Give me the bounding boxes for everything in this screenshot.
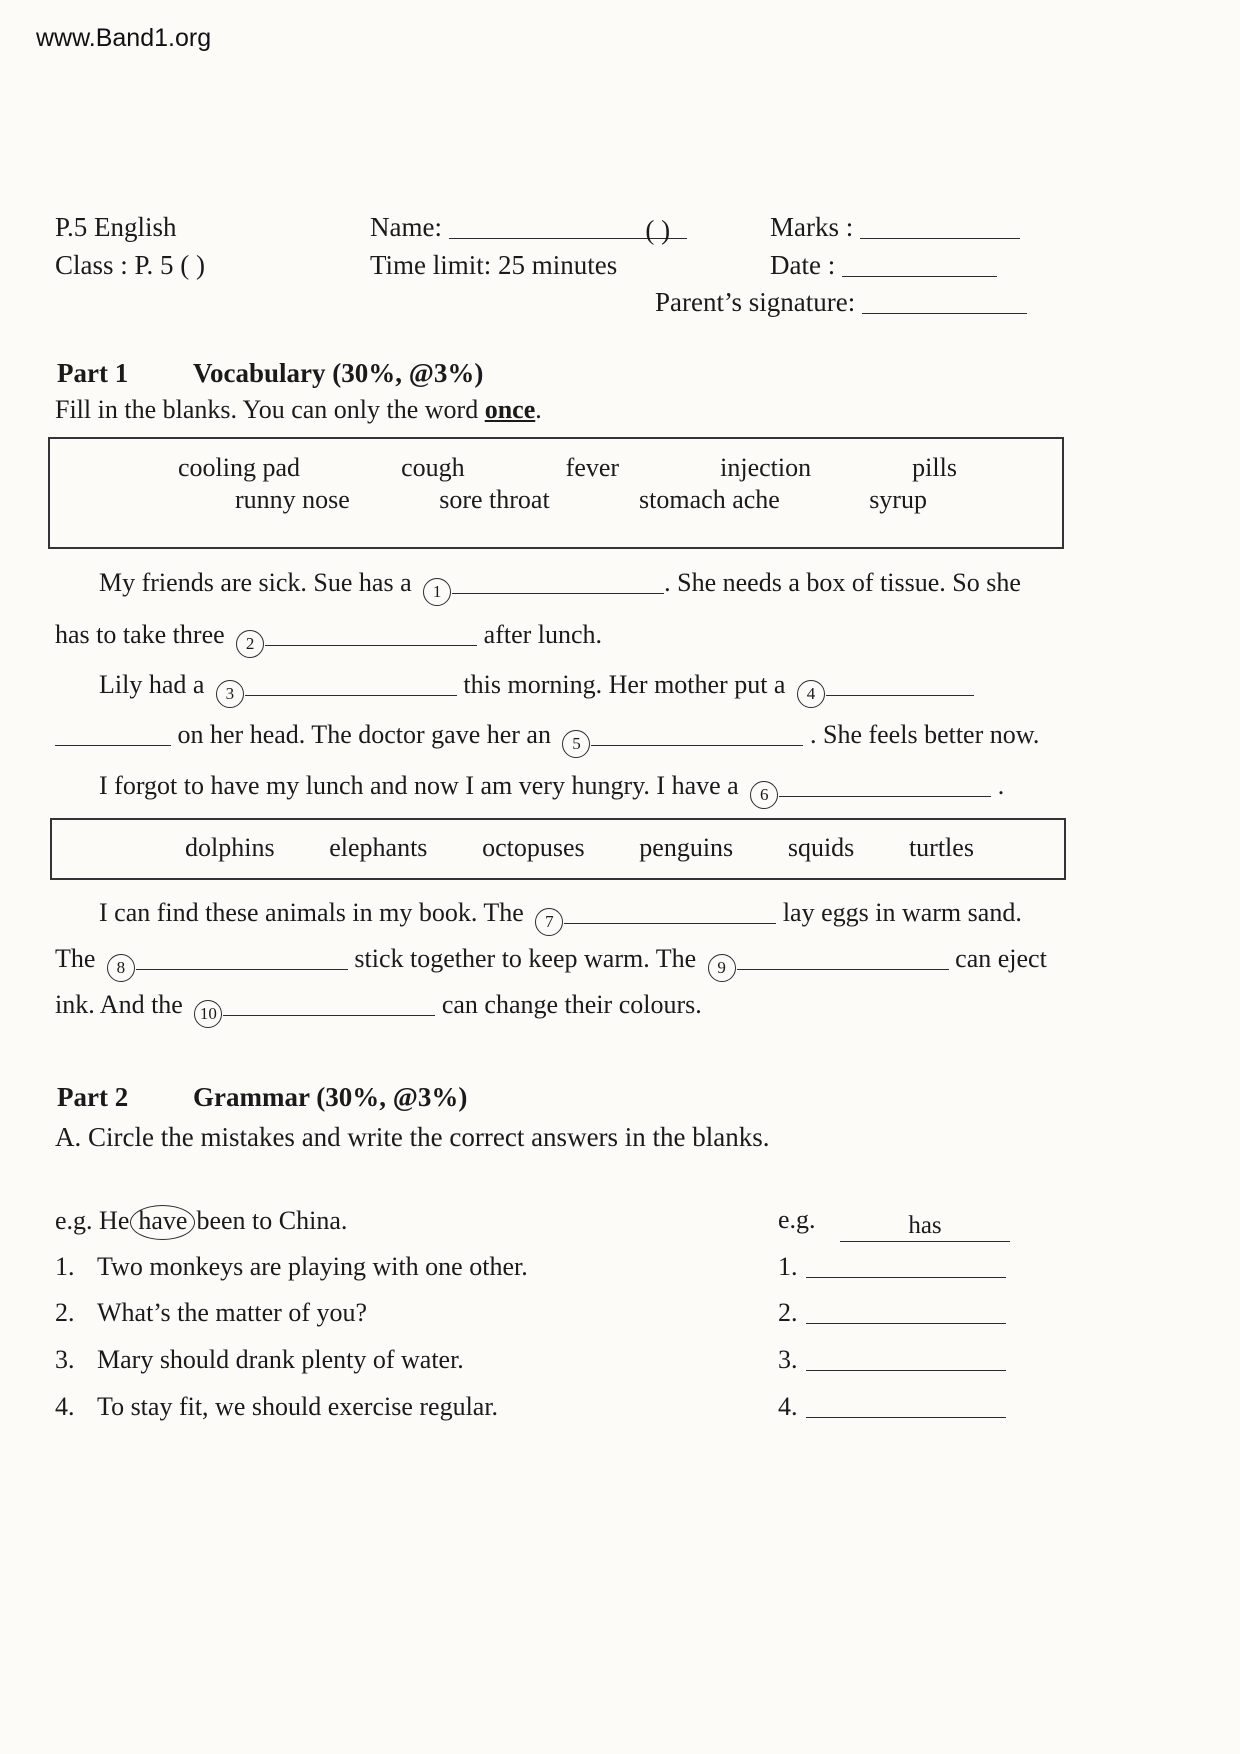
item-text: To stay fit, we should exercise regular. (97, 1392, 499, 1421)
part1-title: Vocabulary (30%, @3%) (193, 358, 484, 388)
answer-number: 3. (778, 1345, 798, 1374)
wordbox-health-row2 (50, 483, 1062, 515)
qnum-circle-2: 2 (236, 630, 264, 658)
q-line (55, 990, 702, 1028)
wordbox-health (48, 437, 1064, 549)
question-text: has to take three (55, 620, 232, 649)
question-text: lay eggs in warm sand. (776, 898, 1022, 927)
date-field (770, 250, 997, 281)
item-text: Two monkeys are playing with one other. (97, 1252, 528, 1281)
q-line (55, 620, 602, 658)
question-text: can change their colours. (435, 990, 702, 1019)
answer-blank-3 (806, 1347, 1006, 1371)
instruction-period: . (535, 395, 542, 424)
q-line (55, 670, 974, 708)
name-blank-line (449, 215, 629, 239)
answer-blank-2 (806, 1300, 1006, 1324)
qnum-circle-4: 4 (797, 680, 825, 708)
time-limit: Time limit: 25 minutes (370, 250, 618, 280)
qnum-circle-3: 3 (216, 680, 244, 708)
answer-number: 2. (778, 1298, 798, 1327)
qnum-circle-6: 6 (750, 781, 778, 809)
date-blank-line (842, 253, 997, 277)
item-number: 1. (55, 1252, 75, 1281)
question-text: The (55, 944, 102, 973)
q-line (55, 898, 1022, 936)
blank-6 (779, 773, 991, 797)
word: octopuses (482, 833, 585, 862)
name-field (370, 212, 687, 243)
blank-9 (737, 946, 949, 970)
word: cooling pad (178, 453, 301, 482)
word: syrup (869, 485, 927, 514)
blank-4a (826, 672, 974, 696)
word: squids (787, 833, 855, 862)
parent-signature-field (655, 287, 1027, 318)
question-text: . She feels better now. (803, 720, 1040, 749)
blank-3 (245, 672, 457, 696)
example-answer (778, 1205, 1010, 1242)
word: injection (720, 453, 812, 482)
question-text: I can find these animals in my book. The (99, 898, 531, 927)
marks-field (770, 212, 1020, 243)
instruction-text: Fill in the blanks. You can only the word (55, 395, 485, 424)
qnum-circle-9: 9 (708, 954, 736, 982)
marks-blank-line (860, 215, 1020, 239)
word: sore throat (439, 485, 550, 514)
part2-title: Grammar (30%, @3%) (193, 1082, 468, 1112)
word: turtles (908, 833, 974, 862)
part1-instruction (55, 395, 542, 425)
example-sentence (55, 1205, 347, 1240)
wordbox-health-row1 (50, 453, 1062, 483)
grammar-item (55, 1345, 464, 1375)
question-text: on her head. The doctor gave her an (171, 720, 558, 749)
blank-2 (265, 622, 477, 646)
answer-blank-4 (806, 1394, 1006, 1418)
qnum-circle-5: 5 (562, 730, 590, 758)
qnum-circle-10: 10 (194, 1000, 222, 1028)
qnum-circle-7: 7 (535, 908, 563, 936)
blank-1 (452, 570, 664, 594)
word: pills (912, 453, 957, 482)
question-text: this morning. Her mother put a (456, 670, 792, 699)
site-watermark: www.Band1.org (36, 24, 212, 52)
wordbox-animals-row (52, 820, 1064, 863)
name-paren: ( ) (629, 215, 687, 239)
question-text: . She needs a box of tissue. So she (664, 568, 1021, 597)
parent-signature-blank-line (862, 290, 1027, 314)
question-text: can eject (948, 944, 1047, 973)
part1-label: Part 1 (57, 358, 129, 388)
word: stomach ache (639, 485, 780, 514)
word: fever (565, 453, 620, 482)
q-line (55, 568, 1021, 606)
class-line: Class : P. 5 ( ) (55, 250, 206, 280)
grammar-item (55, 1252, 528, 1282)
item-number: 3. (55, 1345, 75, 1374)
part2-label: Part 2 (57, 1082, 129, 1112)
question-text: My friends are sick. Sue has a (99, 568, 419, 597)
instruction-keyword: once (484, 395, 536, 424)
subject-title: P.5 English (55, 212, 177, 242)
question-text: stick together to keep warm. The (347, 944, 703, 973)
blank-10 (223, 992, 435, 1016)
example-answer-blank: has (840, 1212, 1010, 1242)
question-text: Lily had a (99, 670, 211, 699)
answer-number: 4. (778, 1392, 798, 1421)
answer-number: 1. (778, 1252, 798, 1281)
marks-label: Marks : (770, 212, 854, 242)
item-number: 2. (55, 1298, 75, 1327)
q-line (55, 720, 1039, 758)
qnum-circle-8: 8 (107, 954, 135, 982)
name-label: Name: (370, 212, 442, 242)
example-prefix: e.g. He (55, 1206, 130, 1235)
q-line (55, 771, 1004, 809)
word: elephants (329, 833, 428, 862)
grammar-item (55, 1392, 498, 1422)
date-label: Date : (770, 250, 836, 280)
grammar-answer (778, 1345, 1006, 1375)
word: dolphins (185, 833, 275, 862)
item-text: Mary should drank plenty of water. (97, 1345, 464, 1374)
grammar-answer (778, 1252, 1006, 1282)
word: runny nose (235, 485, 350, 514)
circled-mistake-word: have (130, 1205, 195, 1240)
example-suffix: been to China. (196, 1206, 348, 1235)
blank-8 (136, 946, 348, 970)
question-text: ink. And the (55, 990, 190, 1019)
qnum-circle-1: 1 (423, 578, 451, 606)
q-line (55, 944, 1047, 982)
word: penguins (639, 833, 734, 862)
blank-5 (591, 722, 803, 746)
word: cough (401, 453, 465, 482)
item-text: What’s the matter of you? (97, 1298, 368, 1327)
blank-7 (564, 900, 776, 924)
part2-instruction: A. Circle the mistakes and write the correct answers in the blanks. (55, 1122, 770, 1152)
wordbox-animals (50, 818, 1066, 880)
example-answer-label: e.g. (778, 1205, 816, 1234)
grammar-answer (778, 1298, 1006, 1328)
parent-signature-label: Parent’s signature: (655, 287, 856, 317)
question-text: . (991, 771, 1005, 800)
item-number: 4. (55, 1392, 75, 1421)
question-text: after lunch. (477, 620, 603, 649)
grammar-answer (778, 1392, 1006, 1422)
answer-blank-1 (806, 1254, 1006, 1278)
question-text: I forgot to have my lunch and now I am very hungry. I have a (99, 771, 746, 800)
grammar-item (55, 1298, 367, 1328)
blank-4b (55, 722, 171, 746)
